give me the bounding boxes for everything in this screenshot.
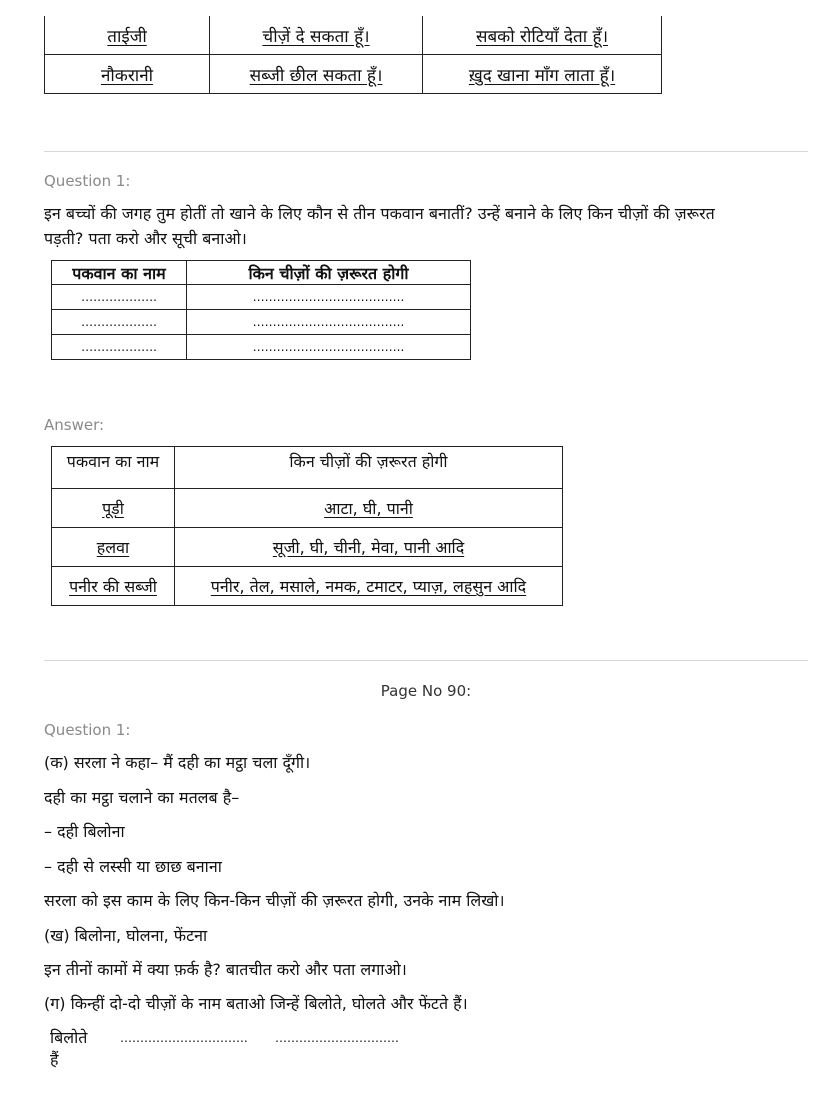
table-row	[52, 567, 563, 606]
question-line: (क) सरला ने कहा– मैं दही का मट्ठा चला दूँगी।	[44, 753, 311, 772]
fill-label-line: बिलोते	[50, 1028, 88, 1047]
question-line: – दही से लस्सी या छाछ बनाना	[44, 857, 222, 876]
fill-blank: ………………………….	[275, 1031, 399, 1045]
table-cell: ख़ुद खाना माँग लाता हूँ।	[423, 55, 662, 94]
question-label: Question 1:	[44, 172, 131, 190]
table-cell: चीज़ें दे सकता हूँ।	[210, 16, 423, 55]
table-cell: ………………………………..	[187, 285, 471, 310]
question-line: इन तीनों कामों में क्या फ़र्क है? बातचीत करो और पता लगाओ।	[44, 960, 407, 979]
table-cell: ………………………………..	[187, 335, 471, 360]
answer-table	[51, 446, 563, 606]
table-cell: आटा, घी, पानी	[175, 489, 563, 528]
table-cell: ताईजी	[45, 16, 210, 55]
fill-label	[50, 1026, 87, 1070]
divider	[44, 151, 808, 152]
table-cell: पूड़ी	[52, 489, 175, 528]
question-text: इन बच्चों की जगह तुम होतीं तो खाने के लिए कौन से तीन पकवान बनातीं? उन्हें बनाने के लिए किन चीज़ों की ज़रूरत	[44, 204, 715, 223]
question-text: पड़ती? पता करो और सूची बनाओ।	[44, 229, 247, 248]
table-cell: सब्जी छील सकता हूँ।	[210, 55, 423, 94]
table-row	[52, 528, 563, 567]
page-number: Page No 90:	[380, 682, 472, 700]
table-cell: ……………….	[52, 310, 187, 335]
table-row	[52, 285, 471, 310]
question-line: दही का मट्ठा चलाने का मतलब है–	[44, 788, 240, 807]
table-row	[52, 489, 563, 528]
column-header: किन चीज़ों की ज़रूरत होगी	[175, 447, 563, 489]
table-cell: हलवा	[52, 528, 175, 567]
table-row	[45, 55, 662, 94]
table-header-row	[52, 261, 471, 285]
table-cell: सबको रोटियाँ देता हूँ।	[423, 16, 662, 55]
table-cell: नौकरानी	[45, 55, 210, 94]
column-header: पकवान का नाम	[52, 261, 187, 285]
fill-blank: …………………………..	[120, 1031, 248, 1045]
table-row	[52, 310, 471, 335]
column-header: किन चीज़ों की ज़रूरत होगी	[187, 261, 471, 285]
answer-label: Answer:	[44, 416, 105, 434]
question-line: – दही बिलोना	[44, 822, 125, 841]
table-cell: सूजी, घी, चीनी, मेवा, पानी आदि	[175, 528, 563, 567]
table-row	[45, 16, 662, 55]
table-cell: ……………….	[52, 335, 187, 360]
top-table	[44, 16, 662, 94]
divider	[44, 660, 808, 661]
table-header-row	[52, 447, 563, 489]
column-header: पकवान का नाम	[52, 447, 175, 489]
fill-label-line: हैं	[50, 1050, 59, 1069]
question-label: Question 1:	[44, 721, 131, 739]
table-cell: ………………………………..	[187, 310, 471, 335]
table-cell: पनीर, तेल, मसाले, नमक, टमाटर, प्याज़, लहसुन आदि	[175, 567, 563, 606]
table-cell: पनीर की सब्जी	[52, 567, 175, 606]
question-table	[51, 260, 471, 360]
table-cell: ……………….	[52, 285, 187, 310]
question-line: (ख) बिलोना, घोलना, फेंटना	[44, 926, 208, 945]
question-line: सरला को इस काम के लिए किन-किन चीज़ों की ज़रूरत होगी, उनके नाम लिखो।	[44, 891, 505, 910]
table-row	[52, 335, 471, 360]
question-line: (ग) किन्हीं दो-दो चीज़ों के नाम बताओ जिन्हें बिलोते, घोलते और फेंटते हैं।	[44, 994, 468, 1013]
